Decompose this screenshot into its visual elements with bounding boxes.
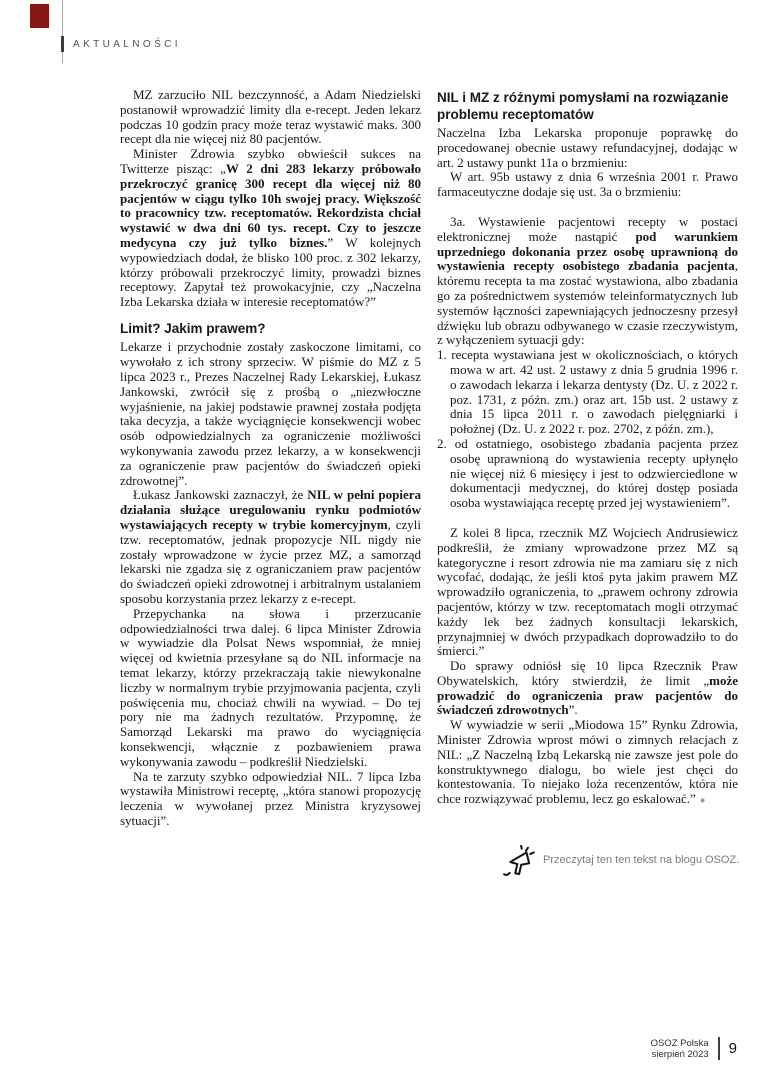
text-run: W art. 95b ustawy z dnia 6 września 2001 r. Prawo farmaceutyczne dodaje się ust. 3a o brzmieniu: xyxy=(437,169,738,200)
list-item xyxy=(437,348,738,437)
magazine-name: OSOZ Polska xyxy=(650,1037,709,1049)
text-run: , któremu recepta ta ma zostać wystawiona, albo zbadania go za pośrednictwem systemów teleinformatycznych lub systemów łączności zapewniających jednoczesny przesył dźwięku lub obrazu odbywanego w czasie rzeczywistym, z wyłączeniem sytuacji gdy: xyxy=(437,258,738,348)
text-run: Na te zarzuty szybko odpowiedział NIL. 7 lipca Izba wystawiła Ministrowi receptę, „która stanowi propozycję leczenia w wywołanej przez Ministra kryzysowej sytuacji”. xyxy=(120,768,421,828)
text-run: , czyli tzw. receptomatów, jednak propozycje NIL nigdy nie zostały wprowadzone w życie przez MZ, a samorząd lekarski nie zgadza się z ograniczaniem praw pacjentów do świadczeń opieki zdrowotnej i arbitralnym ustalaniem sposobu korzystania przez lekarzy z e-recept. xyxy=(120,517,422,606)
paragraph xyxy=(437,215,738,348)
text-run: W wywiadzie w serii „Miodowa 15” Rynku Zdrowia, Minister Zdrowia wprost mówi o zimnych relacjach z NIL: „Z Naczelną Izbą Lekarską nie zawsze jest pole do konstruktywnego dialogu, bo wiele jest chęci do kontestowania. To niejako loża recenzentów, która nie chce rozwiązywać problemu, lecz go eskalować.” xyxy=(437,717,738,807)
blog-note xyxy=(502,845,739,879)
footer-divider xyxy=(718,1037,720,1060)
paragraph xyxy=(437,170,738,200)
text-run: pod warunkiem uprzedniego dokonania przez osobę uprawnioną do wystawienia recepty osobistego zbadania pacjenta xyxy=(437,228,738,274)
issue-date: sierpień 2023 xyxy=(651,1048,709,1060)
text-run: 1. recepta wystawiana jest w okolicznościach, o których mowa w art. 42 ust. 2 ustawy z dnia 5 grudnia 1996 r. o zawodach lekarza i lekarza dentysty (Dz. U. z 2022 r. poz. 1731, z późn. zm.) oraz art. 15b ust. 2 ustawy z dnia 15 lipca 2011 r. o zawodach pielęgniarki i położnej (Dz. U. z 2022 r. poz. 2702, z późn. zm.), xyxy=(437,347,738,437)
paragraph xyxy=(437,718,738,809)
paragraph xyxy=(437,126,738,170)
text-run: Do sprawy odniósł się 10 lipca Rzecznik Praw Obywatelskich, który stwierdził, że limit „ xyxy=(437,658,738,688)
text-run: 3a. Wystawienie pacjentowi recepty w postaci elektronicznej może nastąpić xyxy=(437,213,738,244)
section-label: AKTUALNOŚCI xyxy=(73,39,181,50)
text-run: NIL w pełni popiera działania służące uregulowaniu rynku podmiotów wystawiających recepty w trybie komercyjnym xyxy=(120,487,422,533)
paragraph xyxy=(120,147,421,310)
text-run: Naczelna Izba Lekarska proponuje poprawkę do procedowanej obecnie ustawy refundacyjnej, dodając w art. 2 ustawy punkt 11a o brzmieniu: xyxy=(437,125,738,170)
paragraph xyxy=(120,770,421,829)
page-footer xyxy=(651,1037,737,1060)
text-run: 2. od ostatniego, osobistego zbadania pacjenta przez osobę uprawnioną do wystawienia recepty upłynęło nie więcej niż 6 miesięcy i jest to odzwierciedlone w dokumentacji medycznej, do której dostęp posiada osoba wystawiająca receptę przed jej wystawieniem”. xyxy=(437,435,738,511)
text-run: Łukasz Jankowski zaznaczył, że xyxy=(133,487,308,503)
section-rule xyxy=(62,0,63,63)
article-body xyxy=(120,88,738,829)
section-rule-tick xyxy=(61,36,64,52)
text-run: ”. xyxy=(568,702,578,718)
corner-accent-square xyxy=(30,4,49,28)
page-number: 9 xyxy=(728,1040,737,1057)
paragraph xyxy=(120,488,421,606)
text-run: ” W kolejnych wypowiedziach dodał, że blisko 100 proc. z 302 lekarzy, którzy próbowali przekroczyć limity, prowadzi biznes receptowy. Zapytał też prowokacyjnie, czy „Naczelna Izba Lekarska działa w interesie receptomatów?” xyxy=(120,234,421,310)
text-run: może prowadzić do ograniczenia praw pacjentów do świadczeń zdrowotnych xyxy=(437,672,738,718)
paragraph xyxy=(120,88,421,147)
paragraph xyxy=(437,659,738,718)
paragraph xyxy=(120,340,421,488)
paragraph xyxy=(437,526,738,659)
text-run: MZ zarzuciło NIL bezczynność, a Adam Niedzielski postanowił wprowadzić limity dla e-recept. Jeden lekarz podczas 10 godzin pracy może teraz wystawić maks. 300 recept dla nie więcej niż 80 pacjentów. xyxy=(120,87,421,147)
text-run: Minister Zdrowia szybko obwieścił sukces na Twitterze pisząc: „ xyxy=(120,146,421,176)
paragraph xyxy=(120,607,421,770)
text-run: W 2 dni 283 lekarzy próbowało przekroczyć granicę 300 recept dla więcej niż 80 pacjentów w ciągu tylko 10h swojej pracy. Większość to pracownicy tzw. receptomatów. Rekordzista chciał wystawić w dwa dni 60 tys. recept. Czy to jeszcze medycyna czy już tylko biznes. xyxy=(120,160,421,250)
text-run: Przepychanka na słowa i przerzucanie odpowiedzialności trwa dalej. 6 lipca Minister Zdrowia w wywiadzie dla Polsat News wspomniał, że mniej więcej od kwietnia przesyłane są do NIL informacje na temat lekarzy, którzy przekraczają takie niewykonalne liczby w normalnym trybie przyjmowania pacjenta, czyli poświęcenia mu, chociaż chwili na wywiad. – Do tej pory nie ma żadnych rezultatów. Przypomnę, że Samorząd Lekarski ma prawo do wyciągnięcia konsekwencji, włącznie z pozbawieniem prawa wykonywania zawodu – podkreślił Niedzielski. xyxy=(120,605,421,769)
right-column xyxy=(437,88,738,829)
end-of-article-marker: ● xyxy=(699,796,706,807)
article-subheading: NIL i MZ z różnymi pomysłami na rozwiązanie problemu receptomatów xyxy=(437,90,729,122)
list-item xyxy=(437,437,738,511)
blog-note-text: Przeczytaj ten ten tekst na blogu OSOZ. xyxy=(543,854,740,866)
text-run: Z kolei 8 lipca, rzecznik MZ Wojciech Andrusiewicz podkreślił, że zmiany wprowadzone przez MZ są kategoryczne i resort zdrowia nie ma zamiaru się z nich wycofać, dodając, że jeśli ktoś pyta jakim prawem MZ wprowadziło ograniczenia, to „prawem ochrony zdrowia pacjentów, którzy w tzw. receptomatach mogli otrzymać każdy lek bez żadnych konsultacji lekarskich, przynajmniej w dwóch przypadkach doprowadziło to do śmierci.” xyxy=(437,524,738,659)
article-subheading: Limit? Jakim prawem? xyxy=(120,320,266,336)
text-run: Lekarze i przychodnie zostały zaskoczone limitami, co wywołało z ich strony sprzeciw. W piśmie do MZ z 5 lipca 2023 r., Prezes Naczelnej Rady Lekarskiej, Łukasz Jankowski, zwrócił się z prośbą o „niezwłoczne wyjaśnienie, na jakiej podstawie prawnej została podjęta taka decyzja, a także wyciągnięcie konsekwencji wobec osób odpowiedzialnych za ograniczenie możliwości wykonywania zawodu przez lekarzy, a w konsekwencji za ograniczenie praw pacjentów do świadczeń opieki zdrowotnej”. xyxy=(120,339,421,488)
cursor-click-icon xyxy=(502,845,536,879)
left-column xyxy=(120,88,421,829)
